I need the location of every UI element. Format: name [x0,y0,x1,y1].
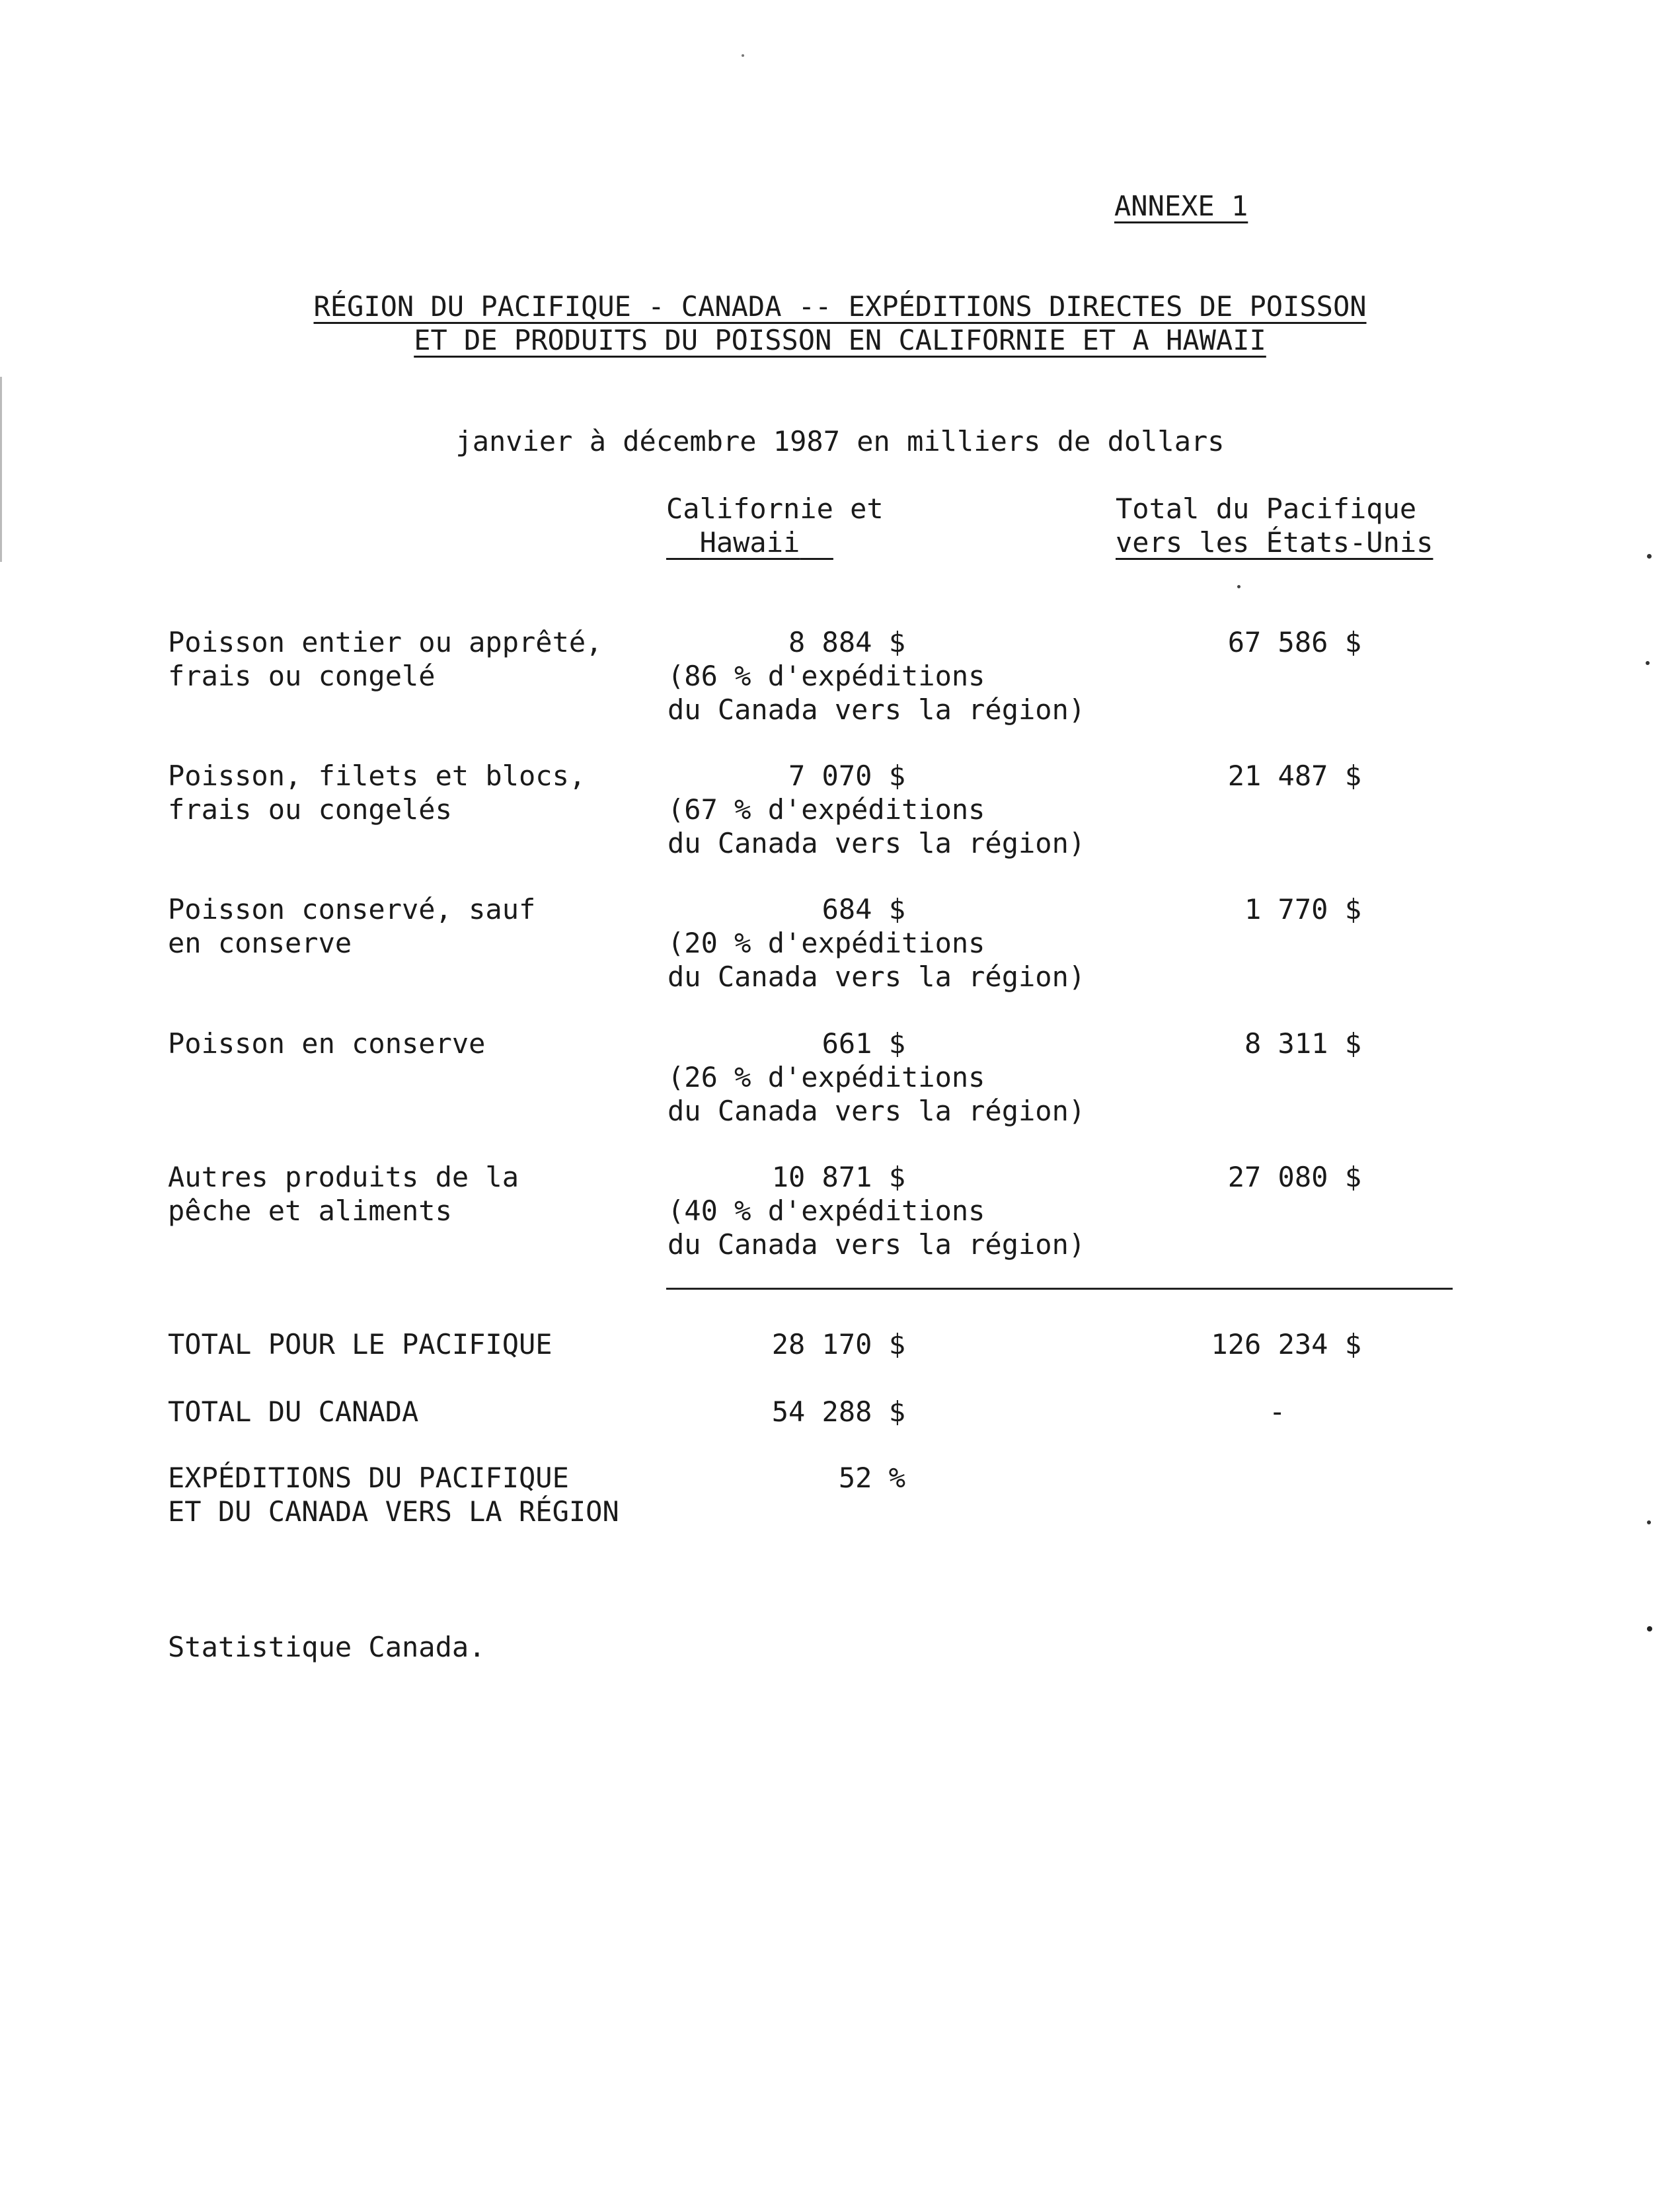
scan-edge [0,377,2,562]
row-label-line1: Poisson, filets et blocs, [168,760,586,792]
row-california-value: 661 $ [821,1027,905,1060]
row-california-share: (86 % d'expéditions [668,660,985,692]
row-california-share-cont: du Canada vers la région) [668,961,1086,993]
total-pacific-california-value: 28 170 $ [771,1328,905,1360]
document-title-line2: ET DE PRODUITS DU POISSON EN CALIFORNIE ET A HAWAII [414,324,1266,356]
total-canada-label: TOTAL DU CANADA [168,1395,419,1428]
total-pacific-label: TOTAL POUR LE PACIFIQUE [168,1328,553,1360]
share-california-value: 52 % [838,1462,905,1494]
row-california-share: (20 % d'expéditions [668,927,985,959]
row-label-line2: en conserve [168,927,352,959]
row-label-line1: Autres produits de la [168,1161,519,1193]
row-california-share-cont: du Canada vers la région) [668,693,1086,726]
scan-speck [742,54,744,57]
row-label-line1: Poisson entier ou apprêté, [168,626,603,658]
total-canada-california-value: 54 288 $ [771,1395,905,1428]
row-california-share: (67 % d'expéditions [668,793,985,826]
row-california-share-cont: du Canada vers la région) [668,1228,1086,1261]
total-canada-total-value: - [1269,1395,1286,1428]
row-total-value: 8 311 $ [1244,1027,1361,1060]
row-total-value: 67 586 $ [1227,626,1361,658]
totals-divider [666,1288,1453,1290]
row-total-value: 1 770 $ [1244,893,1361,925]
share-label-line2: ET DU CANADA VERS LA RÉGION [168,1495,619,1528]
column-header-total-line2: vers les États-Unis [1116,526,1433,559]
share-label-line1: EXPÉDITIONS DU PACIFIQUE [168,1462,569,1494]
scan-speck [1237,585,1241,588]
column-header-california-line2: Hawaii [699,526,800,559]
row-california-share: (26 % d'expéditions [668,1061,985,1093]
row-label-line2: pêche et aliments [168,1195,452,1227]
row-california-value: 7 070 $ [788,760,905,792]
row-california-share-cont: du Canada vers la région) [668,827,1086,859]
row-california-share: (40 % d'expéditions [668,1195,985,1227]
scan-speck [1647,1626,1652,1631]
row-total-value: 21 487 $ [1227,760,1361,792]
annex-label: ANNEXE 1 [1114,190,1248,222]
total-pacific-total-value: 126 234 $ [1211,1328,1361,1360]
row-label-line2: frais ou congelé [168,660,436,692]
row-total-value: 27 080 $ [1227,1161,1361,1193]
row-california-share-cont: du Canada vers la région) [668,1095,1086,1127]
document-title-line1: RÉGION DU PACIFIQUE - CANADA -- EXPÉDITIONS DIRECTES DE POISSON [313,290,1367,323]
row-label-line1: Poisson en conserve [168,1027,486,1060]
row-california-value: 10 871 $ [771,1161,905,1193]
column-header-total-line1: Total du Pacifique [1116,492,1417,525]
document-subtitle: janvier à décembre 1987 en milliers de dollars [455,425,1225,457]
source-note: Statistique Canada. [168,1631,486,1663]
scan-speck [1647,1520,1651,1524]
column-header-california-line1: Californie et [666,492,884,525]
scan-speck [1646,661,1650,665]
row-label-line1: Poisson conservé, sauf [168,893,536,925]
row-label-line2: frais ou congelés [168,793,452,826]
row-california-value: 8 884 $ [788,626,905,658]
scan-speck [1647,554,1652,559]
row-california-value: 684 $ [821,893,905,925]
